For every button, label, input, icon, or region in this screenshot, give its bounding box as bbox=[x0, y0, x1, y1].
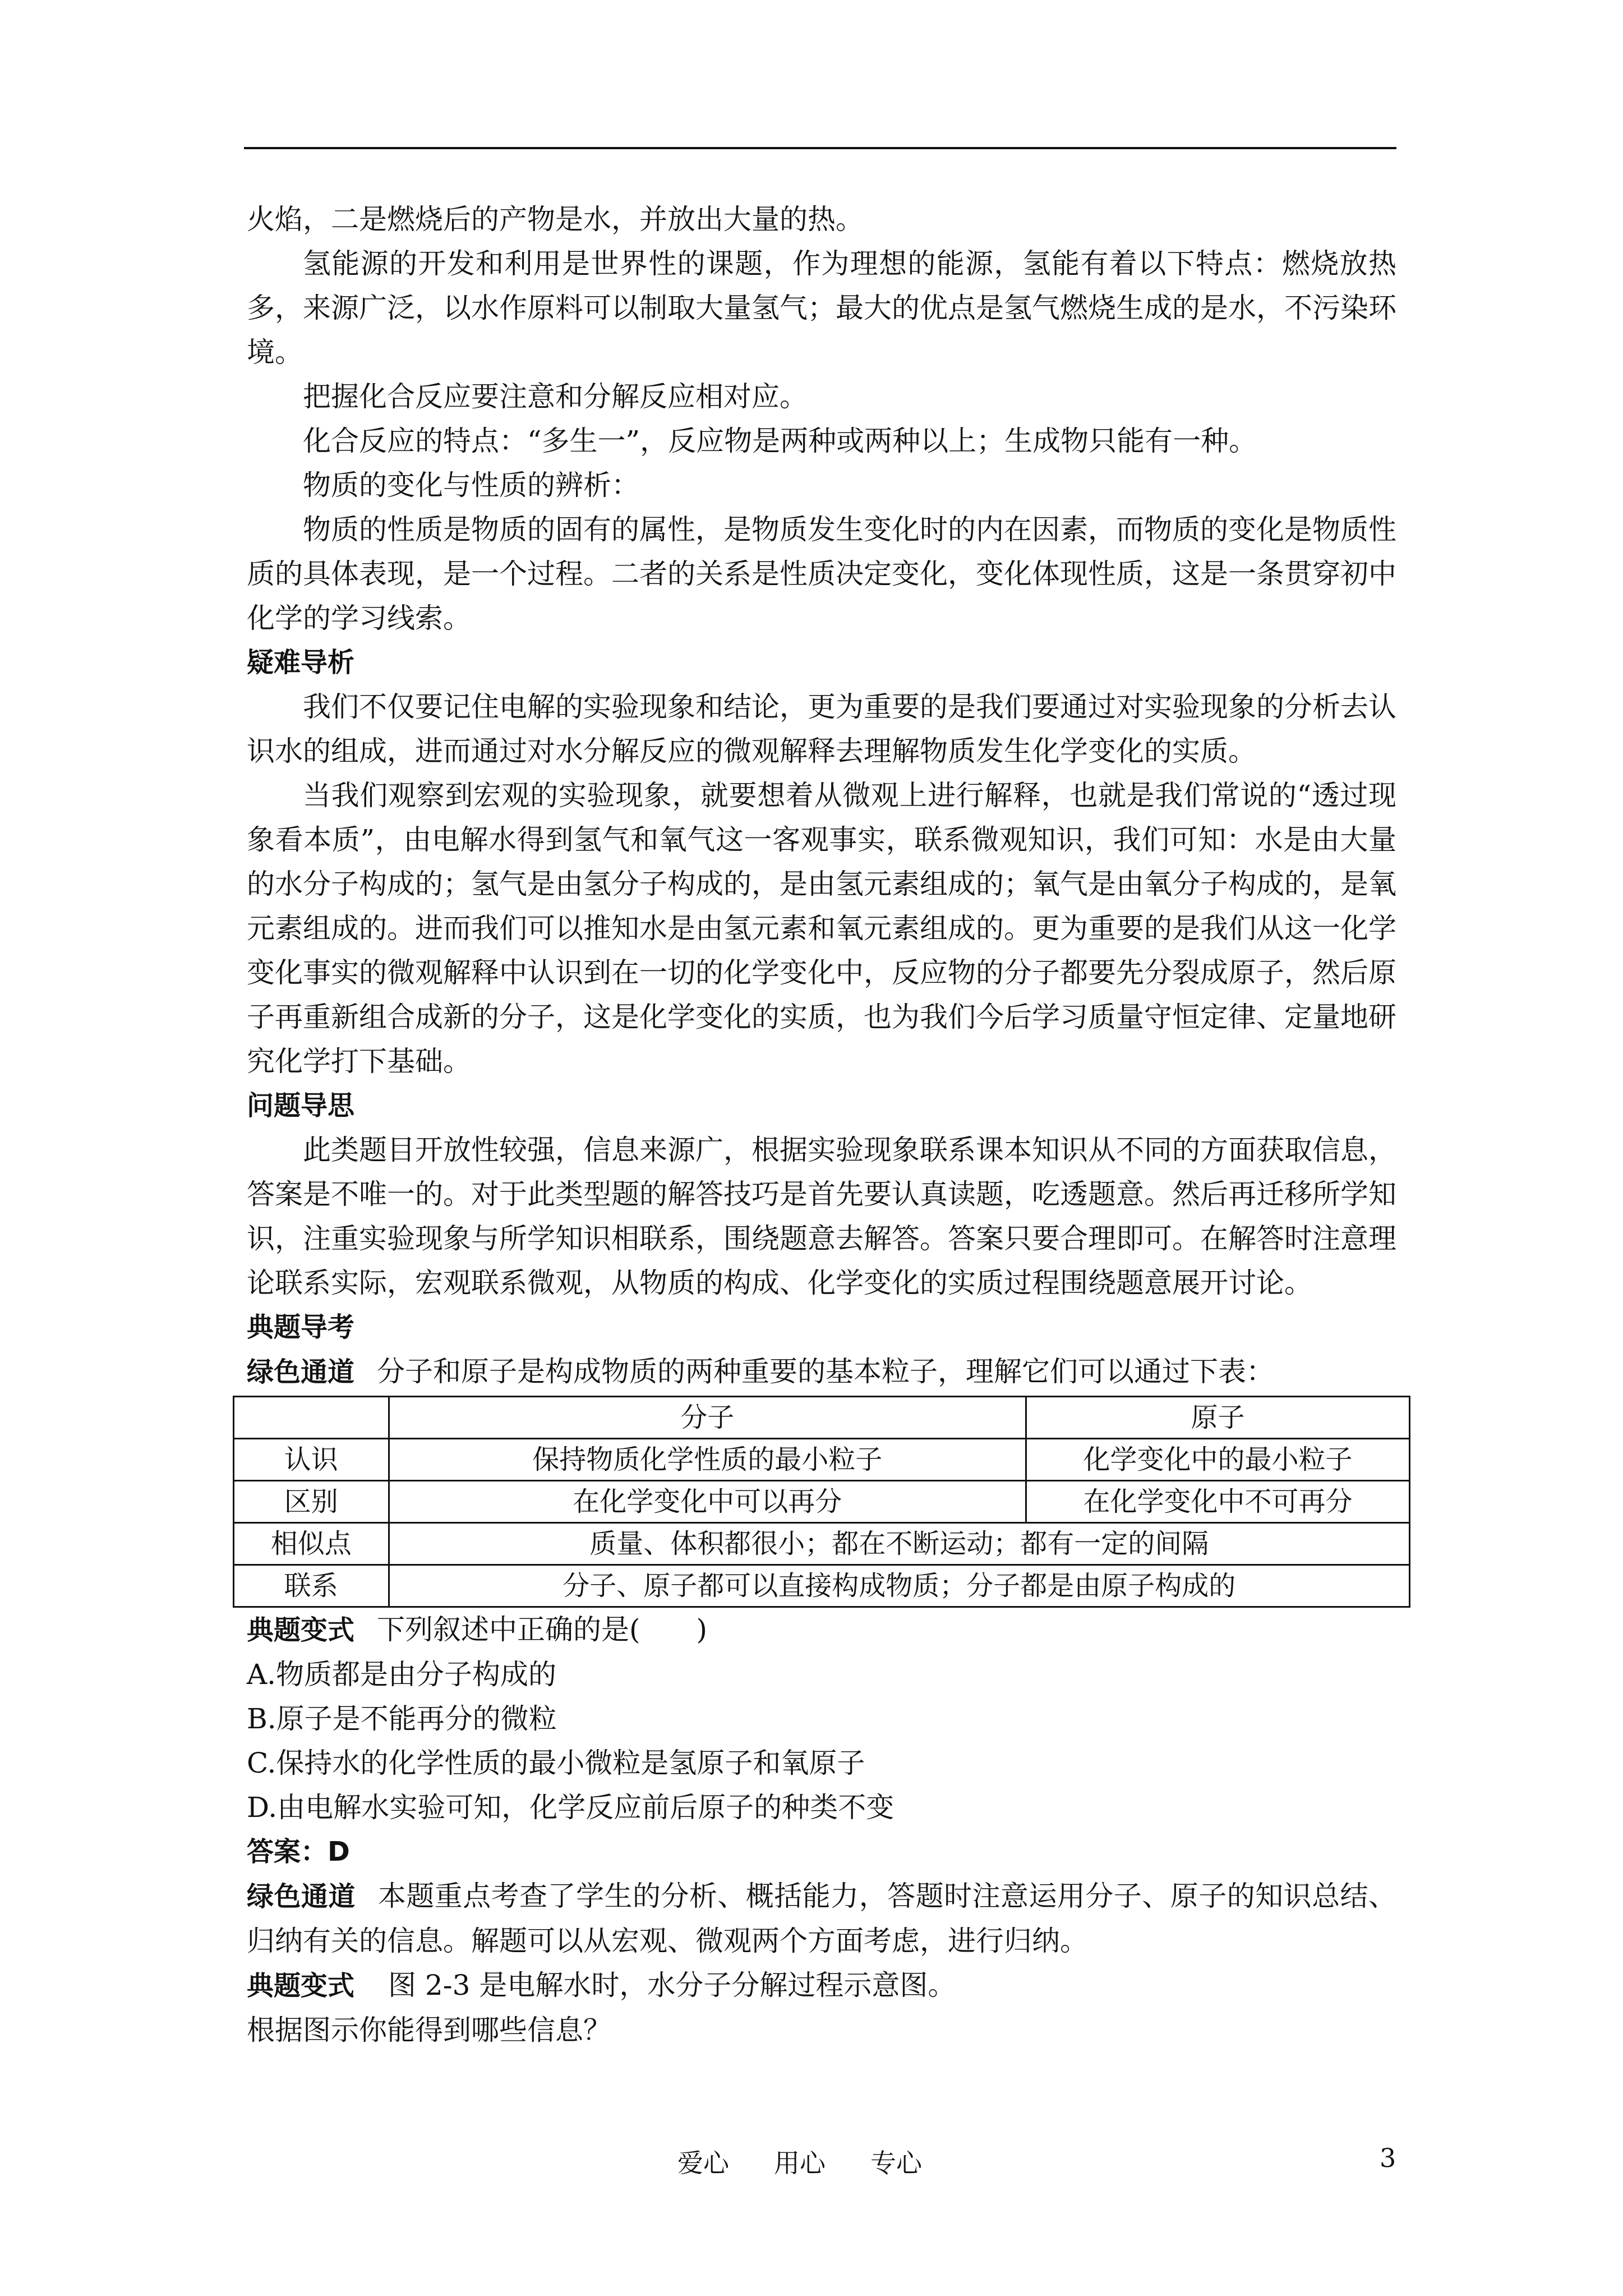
variant-label: 典题变式 bbox=[247, 1970, 355, 2001]
option-a: A.物质都是由分子构成的 bbox=[247, 1658, 557, 1691]
table-cell: 保持物质化学性质的最小粒子 bbox=[389, 1439, 1026, 1481]
footer-word: 爱心 bbox=[677, 2148, 729, 2178]
paragraph: 此类题目开放性较强，信息来源广，根据实验现象联系课本知识从不同的方面获取信息，答案是不唯一的。对于此类型题的解答技巧是首先要认真读题，吃透题意。然后再迁移所学知识，注重实验现象与所学知识相联系，围绕题意去解答。答案只要合理即可。在解答时注意理论联系实际，宏观联系微观，从物质的构成、化学变化的实质过程围绕题意展开讨论。 bbox=[247, 1134, 1396, 1299]
table-cell: 质量、体积都很小；都在不断运动；都有一定的间隔 bbox=[389, 1523, 1409, 1565]
footer-word: 专心 bbox=[870, 2148, 922, 2178]
document-body bbox=[247, 197, 1396, 2053]
answer-value: D bbox=[328, 1836, 350, 1867]
table-row bbox=[234, 1439, 1410, 1481]
paragraph: 把握化合反应要注意和分解反应相对应。 bbox=[303, 380, 808, 413]
variant-question-prompt: 根据图示你能得到哪些信息？ bbox=[247, 2014, 611, 2046]
paragraph: 火焰，二是燃烧后的产物是水，并放出大量的热。 bbox=[247, 203, 864, 236]
row-label: 认识 bbox=[234, 1439, 389, 1481]
paragraph: 当我们观察到宏观的实验现象，就要想着从微观上进行解释，也就是我们常说的“透过现象看本质”，由电解水得到氢气和氧气这一客观事实，联系微观知识，我们可知：水是由大量的水分子构成的；氢气是由氢分子构成的，是由氢元素组成的；氧气是由氧分子构成的，是氧元素组成的。进而我们可以推知水是由氢元素和氧元素组成的。更为重要的是我们从这一化学变化事实的微观解释中认识到在一切的化学变化中，反应物的分子都要先分裂成原子，然后原子再重新组合成新的分子，这是化学变化的实质，也为我们今后学习质量守恒定律、定量地研究化学打下基础。 bbox=[247, 779, 1396, 1078]
green-channel-intro bbox=[247, 1350, 1396, 1395]
green-channel-label: 绿色通道 bbox=[247, 1356, 355, 1388]
variant-label: 典题变式 bbox=[247, 1614, 355, 1646]
table-cell: 在化学变化中不可再分 bbox=[1026, 1481, 1409, 1523]
option-b: B.原子是不能再分的微粒 bbox=[247, 1703, 557, 1735]
table-header-cell: 分子 bbox=[389, 1397, 1026, 1439]
green-channel-label: 绿色通道 bbox=[247, 1881, 356, 1912]
table-header-row bbox=[234, 1397, 1410, 1439]
page-number: 3 bbox=[1380, 2143, 1396, 2173]
answer-label: 答案： bbox=[247, 1836, 328, 1867]
row-label: 联系 bbox=[234, 1565, 389, 1607]
variant-question-text: 下列叙述中正确的是( ) bbox=[377, 1613, 708, 1646]
variant-question bbox=[247, 1608, 1396, 1653]
table-cell: 在化学变化中可以再分 bbox=[389, 1481, 1026, 1523]
option-c: C.保持水的化学性质的最小微粒是氢原子和氧原子 bbox=[247, 1747, 865, 1779]
row-label: 相似点 bbox=[234, 1523, 389, 1565]
green-channel-explanation bbox=[247, 1874, 1396, 1963]
table-cell: 化学变化中的最小粒子 bbox=[1026, 1439, 1409, 1481]
footer-word: 用心 bbox=[774, 2148, 826, 2178]
row-label: 区别 bbox=[234, 1481, 389, 1523]
table-row bbox=[234, 1481, 1410, 1523]
footer-motto bbox=[677, 2143, 922, 2180]
paragraph: 物质的性质是物质的固有的属性，是物质发生变化时的内在因素，而物质的变化是物质性质的具体表现，是一个过程。二者的关系是性质决定变化，变化体现性质，这是一条贯穿初中化学的学习线索。 bbox=[247, 513, 1396, 634]
table-header-cell: 原子 bbox=[1026, 1397, 1409, 1439]
paragraph: 我们不仅要记住电解的实验现象和结论，更为重要的是我们要通过对实验现象的分析去认识水的组成，进而通过对水分解反应的微观解释去理解物质发生化学变化的实质。 bbox=[247, 691, 1396, 767]
comparison-table bbox=[233, 1396, 1410, 1608]
answer-line bbox=[247, 1830, 1396, 1874]
paragraph: 物质的变化与性质的辨析： bbox=[303, 469, 639, 501]
section-heading-example: 典题导考 bbox=[247, 1312, 355, 1343]
green-channel-text: 分子和原子是构成物质的两种重要的基本粒子，理解它们可以通过下表： bbox=[377, 1355, 1275, 1388]
green-channel-text: 本题重点考查了学生的分析、概括能力，答题时注意运用分子、原子的知识总结、归纳有关的信息。解题可以从宏观、微观两个方面考虑，进行归纳。 bbox=[247, 1880, 1396, 1957]
header-rule bbox=[244, 147, 1396, 149]
variant-question-2 bbox=[247, 1963, 1396, 2008]
section-heading-question: 问题导思 bbox=[247, 1090, 355, 1121]
paragraph: 氢能源的开发和利用是世界性的课题，作为理想的能源，氢能有着以下特点：燃烧放热多，来源广泛，以水作原料可以制取大量氢气；最大的优点是氢气燃烧生成的是水，不污染环境。 bbox=[247, 247, 1396, 369]
option-d: D.由电解水实验可知，化学反应前后原子的种类不变 bbox=[247, 1791, 895, 1824]
table-row bbox=[234, 1523, 1410, 1565]
variant-text: 图 2-3 是电解水时，水分子分解过程示意图。 bbox=[388, 1969, 956, 2001]
paragraph: 化合反应的特点：“多生一”，反应物是两种或两种以上；生成物只能有一种。 bbox=[303, 425, 1257, 457]
section-heading-difficulty: 疑难导析 bbox=[247, 647, 355, 678]
table-header-cell bbox=[234, 1397, 389, 1439]
table-cell: 分子、原子都可以直接构成物质；分子都是由原子构成的 bbox=[389, 1565, 1409, 1607]
table-row bbox=[234, 1565, 1410, 1607]
